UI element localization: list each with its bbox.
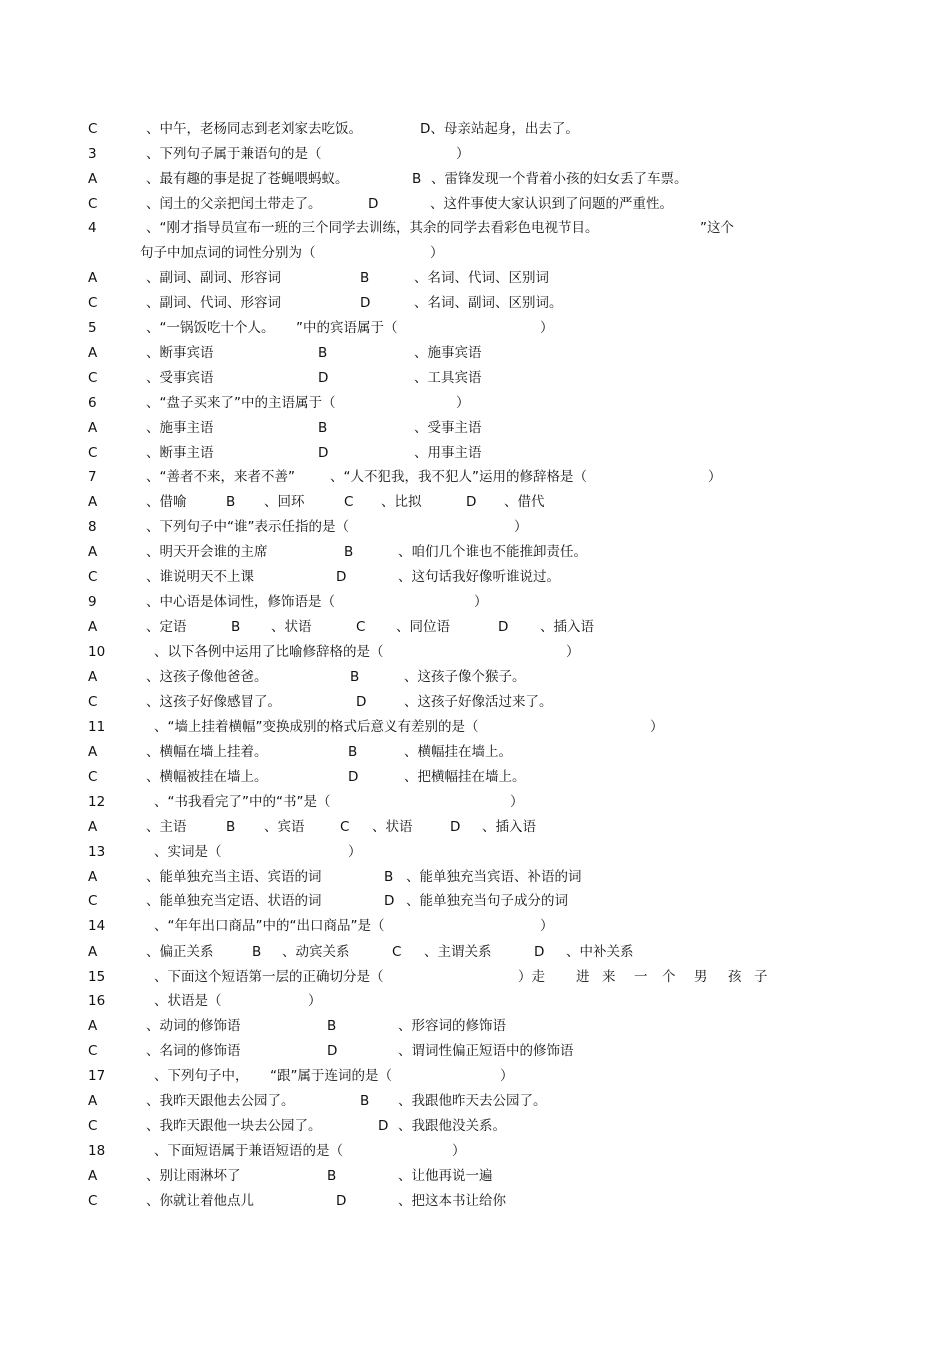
- option-text: 、明天开会谁的主席: [146, 544, 268, 560]
- option-letter: C: [88, 1118, 98, 1134]
- answer-bracket: ）: [456, 146, 470, 162]
- option-text: 、这孩子像个猴子。: [404, 669, 526, 685]
- answer-bracket: ）: [500, 1068, 514, 1084]
- question-text: 、“年年出口商品”中的“出口商品”是（: [154, 918, 385, 934]
- option-text: 、状语: [372, 819, 413, 835]
- answer-bracket: ）: [430, 245, 444, 261]
- option-letter: C: [344, 494, 354, 510]
- option-text: 、咱们几个谁也不能推卸责任。: [398, 544, 587, 560]
- question-text: 、“刚才指导员宣布一班的三个同学去训练，其余的同学去看彩色电视节目。: [146, 220, 599, 236]
- option-letter: A: [88, 270, 98, 286]
- option-text: 、插入语: [482, 819, 536, 835]
- option-text: 、断事宾语: [146, 345, 214, 361]
- option-text: 、这孩子好像感冒了。: [146, 694, 281, 710]
- option-letter: D: [356, 694, 367, 710]
- question-text: 、实词是（: [154, 844, 222, 860]
- option-text: 、横幅被挂在墙上。: [146, 769, 268, 785]
- option-letter: C: [88, 1193, 98, 1209]
- question-text: 、“善者不来，来者不善”: [146, 469, 295, 485]
- option-letter: D: [384, 893, 395, 909]
- option-letter: C: [88, 694, 98, 710]
- option-letter: D: [318, 370, 329, 386]
- option-text: 、副词、代词、形容词: [146, 295, 281, 311]
- question-number: 17: [88, 1068, 106, 1084]
- option-text: 、受事主语: [414, 420, 482, 436]
- option-letter: B: [360, 270, 370, 286]
- option-letter: A: [88, 819, 98, 835]
- option-letter: C: [88, 1043, 98, 1059]
- option-text: 、偏正关系: [146, 944, 214, 960]
- option-text: 、受事宾语: [146, 370, 214, 386]
- option-letter: C: [356, 619, 366, 635]
- question-number: 12: [88, 794, 106, 810]
- option-text: 、这件事使大家认识到了问题的严重性。: [430, 196, 673, 212]
- option-letter: B: [226, 494, 236, 510]
- option-letter: B: [384, 869, 394, 885]
- question-number: 18: [88, 1143, 106, 1159]
- question-text: 、“墙上挂着横幅”变换成别的格式后意义有差别的是（: [154, 719, 479, 735]
- option-text: 、工具宾语: [414, 370, 482, 386]
- option-letter: B: [412, 171, 422, 187]
- option-letter: B: [318, 345, 328, 361]
- answer-bracket: ）: [514, 519, 528, 535]
- option-letter: A: [88, 669, 98, 685]
- question-text: 、下列句子中，: [154, 1068, 249, 1084]
- option-text: D、母亲站起身，出去了。: [420, 121, 579, 137]
- option-text: 、让他再说一遍: [398, 1168, 493, 1184]
- question-text: 、状语是（: [154, 993, 222, 1009]
- option-letter: B: [318, 420, 328, 436]
- answer-bracket: ）: [452, 1143, 466, 1159]
- option-text: 、比拟: [381, 494, 422, 510]
- question-text: ”这个: [700, 220, 734, 236]
- question-number: 9: [88, 594, 97, 610]
- option-text: 、副词、副词、形容词: [146, 270, 281, 286]
- question-text: 、下列句子属于兼语句的是（: [146, 146, 322, 162]
- option-text: 、状语: [271, 619, 312, 635]
- phrase-character: 男: [694, 969, 708, 985]
- phrase-character: 个: [662, 969, 676, 985]
- question-text: 、“一锅饭吃十个人。: [146, 320, 275, 336]
- option-text: 、雷锋发现一个背着小孩的妇女丢了车票。: [431, 171, 688, 187]
- option-text: 、主语: [146, 819, 187, 835]
- answer-bracket: ）: [708, 469, 722, 485]
- question-text: 、下列句子中“谁”表示任指的是（: [146, 519, 349, 535]
- question-number: 11: [88, 719, 106, 735]
- option-letter: A: [88, 869, 98, 885]
- option-text: 、定语: [146, 619, 187, 635]
- question-text: 、下面短语属于兼语短语的是（: [154, 1143, 343, 1159]
- option-letter: B: [226, 819, 236, 835]
- option-letter: A: [88, 1093, 98, 1109]
- option-letter: D: [336, 1193, 347, 1209]
- option-letter: A: [88, 1168, 98, 1184]
- option-text: 、谁说明天不上课: [146, 569, 254, 585]
- question-number: 10: [88, 644, 106, 660]
- question-number: 13: [88, 844, 106, 860]
- phrase-character: 一: [634, 969, 648, 985]
- option-letter: D: [466, 494, 477, 510]
- option-text: 、断事主语: [146, 445, 214, 461]
- question-number: 16: [88, 993, 106, 1009]
- option-letter: A: [88, 619, 98, 635]
- option-letter: C: [88, 121, 98, 137]
- question-text: 、下面这个短语第一层的正确切分是（: [154, 969, 384, 985]
- option-text: 、能单独充当定语、状语的词: [146, 893, 322, 909]
- option-text: 、这句话我好像听谁说过。: [398, 569, 560, 585]
- option-letter: B: [327, 1018, 337, 1034]
- answer-bracket: ）: [540, 918, 554, 934]
- option-letter: A: [88, 744, 98, 760]
- answer-bracket: ）: [566, 644, 580, 660]
- option-text: 、名词、副词、区别词。: [414, 295, 563, 311]
- option-letter: C: [88, 445, 98, 461]
- option-text: 、我昨天跟他去公园了。: [146, 1093, 295, 1109]
- question-number: 7: [88, 469, 97, 485]
- option-letter: C: [88, 370, 98, 386]
- option-letter: D: [348, 769, 359, 785]
- option-letter: A: [88, 494, 98, 510]
- question-number: 8: [88, 519, 97, 535]
- option-text: 、回环: [264, 494, 305, 510]
- option-text: 、我跟他昨天去公园了。: [398, 1093, 547, 1109]
- option-text: 、中补关系: [566, 944, 634, 960]
- option-letter: C: [88, 196, 98, 212]
- answer-bracket: ）: [348, 844, 362, 860]
- question-text: “跟”属于连词的是（: [270, 1068, 392, 1084]
- option-text: 、名词、代词、区别词: [414, 270, 549, 286]
- option-letter: D: [450, 819, 461, 835]
- option-text: 、我跟他没关系。: [398, 1118, 506, 1134]
- option-text: 、主谓关系: [424, 944, 492, 960]
- option-text: 、动词的修饰语: [146, 1018, 241, 1034]
- option-text: 、我昨天跟他一块去公园了。: [146, 1118, 322, 1134]
- option-letter: D: [498, 619, 509, 635]
- question-text: 、“盘子买来了”中的主语属于（: [146, 395, 336, 411]
- option-letter: A: [88, 944, 98, 960]
- option-letter: B: [344, 544, 354, 560]
- option-letter: D: [534, 944, 545, 960]
- option-text: 、用事主语: [414, 445, 482, 461]
- option-text: 、这孩子像他爸爸。: [146, 669, 268, 685]
- option-text: 、别让雨淋坏了: [146, 1168, 241, 1184]
- option-text: 、动宾关系: [282, 944, 350, 960]
- question-number: 5: [88, 320, 97, 336]
- answer-bracket: ）: [474, 594, 488, 610]
- question-text: ）走: [518, 969, 545, 985]
- answer-bracket: ）: [510, 794, 524, 810]
- option-letter: C: [88, 295, 98, 311]
- answer-bracket: ）: [650, 719, 664, 735]
- question-number: 4: [88, 220, 97, 236]
- option-text: 、闰土的父亲把闰土带走了。: [146, 196, 322, 212]
- option-text: 、中午，老杨同志到老刘家去吃饭。: [146, 121, 362, 137]
- question-number: 3: [88, 146, 97, 162]
- option-letter: A: [88, 544, 98, 560]
- option-letter: B: [350, 669, 360, 685]
- answer-bracket: ）: [308, 993, 322, 1009]
- option-letter: B: [252, 944, 262, 960]
- question-text: 、“人不犯我，我不犯人”运用的修辞格是（: [330, 469, 587, 485]
- option-letter: B: [348, 744, 358, 760]
- option-letter: B: [231, 619, 241, 635]
- question-text: ”中的宾语属于（: [296, 320, 398, 336]
- option-letter: A: [88, 1018, 98, 1034]
- option-letter: A: [88, 345, 98, 361]
- option-text: 、形容词的修饰语: [398, 1018, 506, 1034]
- option-letter: D: [318, 445, 329, 461]
- option-text: 、把横幅挂在墙上。: [404, 769, 526, 785]
- option-text: 、横幅在墙上挂着。: [146, 744, 268, 760]
- option-letter: C: [340, 819, 350, 835]
- phrase-character: 进: [576, 969, 590, 985]
- option-letter: C: [88, 769, 98, 785]
- option-text: 、宾语: [264, 819, 305, 835]
- option-text: 、名词的修饰语: [146, 1043, 241, 1059]
- option-letter: B: [360, 1093, 370, 1109]
- question-number: 14: [88, 918, 106, 934]
- question-text: 句子中加点词的词性分别为（: [140, 245, 316, 261]
- option-letter: C: [88, 569, 98, 585]
- option-letter: B: [327, 1168, 337, 1184]
- option-text: 、借喻: [146, 494, 187, 510]
- answer-bracket: ）: [540, 320, 554, 336]
- option-text: 、借代: [504, 494, 545, 510]
- option-text: 、插入语: [540, 619, 594, 635]
- question-number: 6: [88, 395, 97, 411]
- option-text: 、横幅挂在墙上。: [404, 744, 512, 760]
- question-number: 15: [88, 969, 106, 985]
- option-text: 、这孩子好像活过来了。: [404, 694, 553, 710]
- option-letter: A: [88, 420, 98, 436]
- option-letter: D: [327, 1043, 338, 1059]
- option-letter: C: [88, 893, 98, 909]
- option-text: 、施事主语: [146, 420, 214, 436]
- phrase-character: 子: [754, 969, 768, 985]
- question-text: 、以下各例中运用了比喻修辞格的是（: [154, 644, 384, 660]
- option-text: 、能单独充当宾语、补语的词: [406, 869, 582, 885]
- option-text: 、能单独充当主语、宾语的词: [146, 869, 322, 885]
- option-text: 、能单独充当句子成分的词: [406, 893, 568, 909]
- option-text: 、你就让着他点儿: [146, 1193, 254, 1209]
- option-text: 、施事宾语: [414, 345, 482, 361]
- answer-bracket: ）: [456, 395, 470, 411]
- option-text: 、最有趣的事是捉了苍蝇喂蚂蚁。: [146, 171, 349, 187]
- option-text: 、同位语: [396, 619, 450, 635]
- option-text: 、谓词性偏正短语中的修饰语: [398, 1043, 574, 1059]
- option-letter: D: [378, 1118, 389, 1134]
- option-letter: C: [392, 944, 402, 960]
- option-letter: A: [88, 171, 98, 187]
- option-text: 、把这本书让给你: [398, 1193, 506, 1209]
- option-letter: D: [368, 196, 379, 212]
- question-text: 、中心语是体词性，修饰语是（: [146, 594, 335, 610]
- option-letter: D: [360, 295, 371, 311]
- phrase-character: 来: [602, 969, 616, 985]
- phrase-character: 孩: [728, 969, 742, 985]
- option-letter: D: [336, 569, 347, 585]
- question-text: 、“书我看完了”中的“书”是（: [154, 794, 331, 810]
